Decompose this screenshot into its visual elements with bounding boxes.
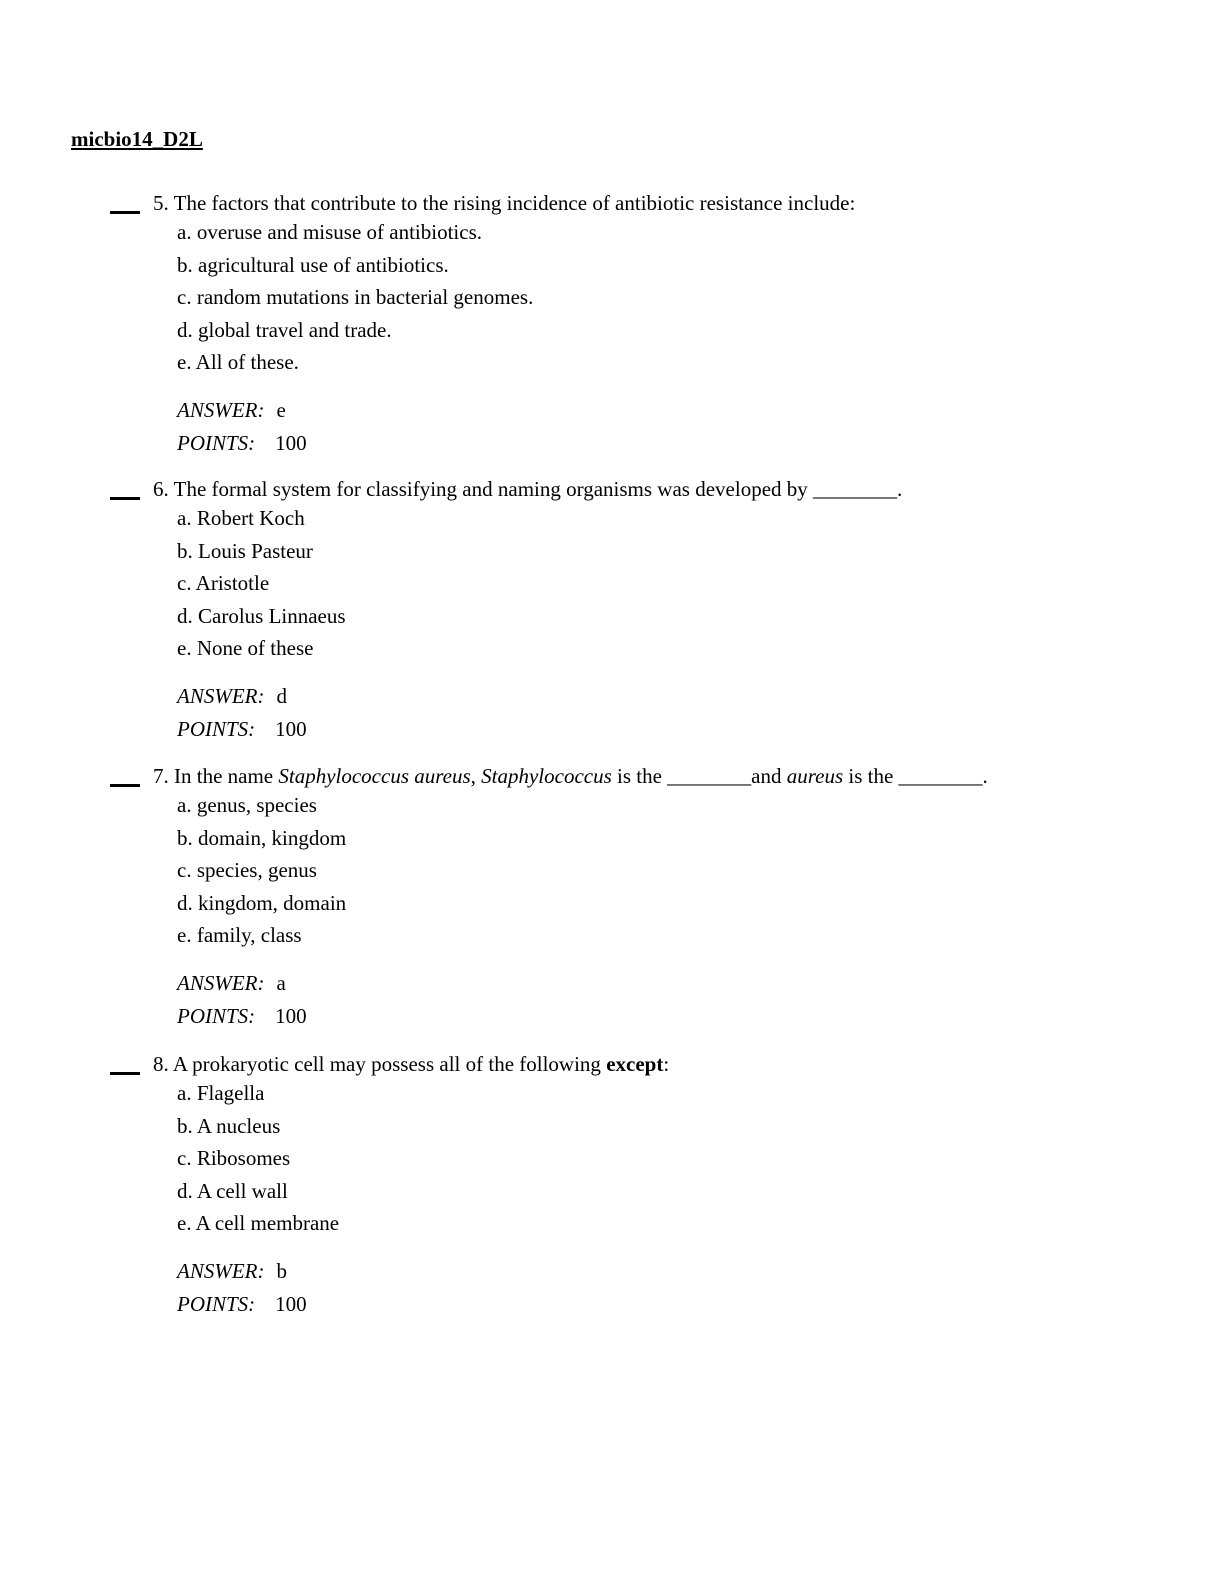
question-text: The formal system for classifying and naming organisms was developed by ________. <box>173 477 903 501</box>
option-e: e. family, class <box>177 923 302 948</box>
answer-line <box>177 970 286 996</box>
answer-value: a <box>276 971 286 995</box>
points-line <box>177 716 307 742</box>
stem-text: is the ________. <box>843 764 988 788</box>
question-number: 6. <box>153 477 169 501</box>
stem-italic: Staphylococcus <box>481 764 612 788</box>
stem-text: , <box>470 764 482 788</box>
stem-italic: Staphylococcus aureus <box>278 764 471 788</box>
option-c: c. random mutations in bacterial genomes. <box>177 285 534 310</box>
option-c: c. species, genus <box>177 858 317 883</box>
points-line <box>177 1291 307 1317</box>
answer-line <box>177 397 286 423</box>
answer-blank[interactable] <box>110 211 140 214</box>
answer-value: d <box>276 684 287 708</box>
document-title: micbio14_D2L <box>71 127 203 151</box>
answer-value: b <box>276 1259 287 1283</box>
stem-text: A prokaryotic cell may possess all of the following <box>172 1052 607 1076</box>
points-line <box>177 430 307 456</box>
option-a: a. overuse and misuse of antibiotics. <box>177 220 483 244</box>
stem-text: is the ________and <box>611 764 787 788</box>
option-a: a. Flagella <box>177 1081 265 1105</box>
option-b: b. domain, kingdom <box>177 825 347 850</box>
option-a: a. Robert Koch <box>177 506 305 530</box>
option-d: d. kingdom, domain <box>177 890 347 915</box>
option-e: e. All of these. <box>177 350 299 375</box>
option-b: b. A nucleus <box>177 1113 281 1138</box>
answer-value: e <box>276 398 286 422</box>
option-list <box>177 1080 339 1243</box>
option-e: e. None of these <box>177 636 314 661</box>
answer-line <box>177 683 287 709</box>
answer-blank[interactable] <box>110 784 140 787</box>
question-stem <box>153 1051 669 1077</box>
answer-label: ANSWER: <box>177 398 265 422</box>
question-number: 8. <box>153 1052 169 1076</box>
answer-label: ANSWER: <box>177 971 265 995</box>
question-number: 5. <box>153 191 169 215</box>
option-a: a. genus, species <box>177 793 317 817</box>
points-label: POINTS: <box>177 431 256 455</box>
points-value: 100 <box>275 1292 307 1316</box>
answer-label: ANSWER: <box>177 684 265 708</box>
question-number: 7. <box>153 764 169 788</box>
option-b: b. agricultural use of antibiotics. <box>177 252 449 277</box>
option-e: e. A cell membrane <box>177 1211 340 1236</box>
option-list <box>177 219 533 382</box>
stem-text: : <box>663 1052 670 1076</box>
points-value: 100 <box>275 431 307 455</box>
option-list <box>177 505 346 668</box>
answer-blank[interactable] <box>110 497 140 500</box>
option-c: c. Aristotle <box>177 571 270 596</box>
stem-text: In the name <box>174 764 279 788</box>
option-d: d. A cell wall <box>177 1178 288 1203</box>
option-c: c. Ribosomes <box>177 1146 291 1171</box>
answer-line <box>177 1258 287 1284</box>
question-text <box>173 1052 669 1076</box>
stem-bold: except <box>606 1052 664 1076</box>
option-d: d. Carolus Linnaeus <box>177 603 346 628</box>
option-b: b. Louis Pasteur <box>177 538 313 563</box>
question-stem <box>153 190 855 216</box>
points-value: 100 <box>275 717 307 741</box>
answer-label: ANSWER: <box>177 1259 265 1283</box>
points-label: POINTS: <box>177 717 256 741</box>
option-d: d. global travel and trade. <box>177 317 392 342</box>
question-text <box>174 764 988 788</box>
points-label: POINTS: <box>177 1292 256 1316</box>
points-label: POINTS: <box>177 1004 256 1028</box>
question-stem <box>153 476 902 502</box>
answer-blank[interactable] <box>110 1072 140 1075</box>
points-line <box>177 1003 307 1029</box>
points-value: 100 <box>275 1004 307 1028</box>
option-list <box>177 792 346 955</box>
stem-italic: aureus <box>786 764 844 788</box>
question-text: The factors that contribute to the rising incidence of antibiotic resistance include: <box>173 191 856 215</box>
question-stem <box>153 763 988 789</box>
